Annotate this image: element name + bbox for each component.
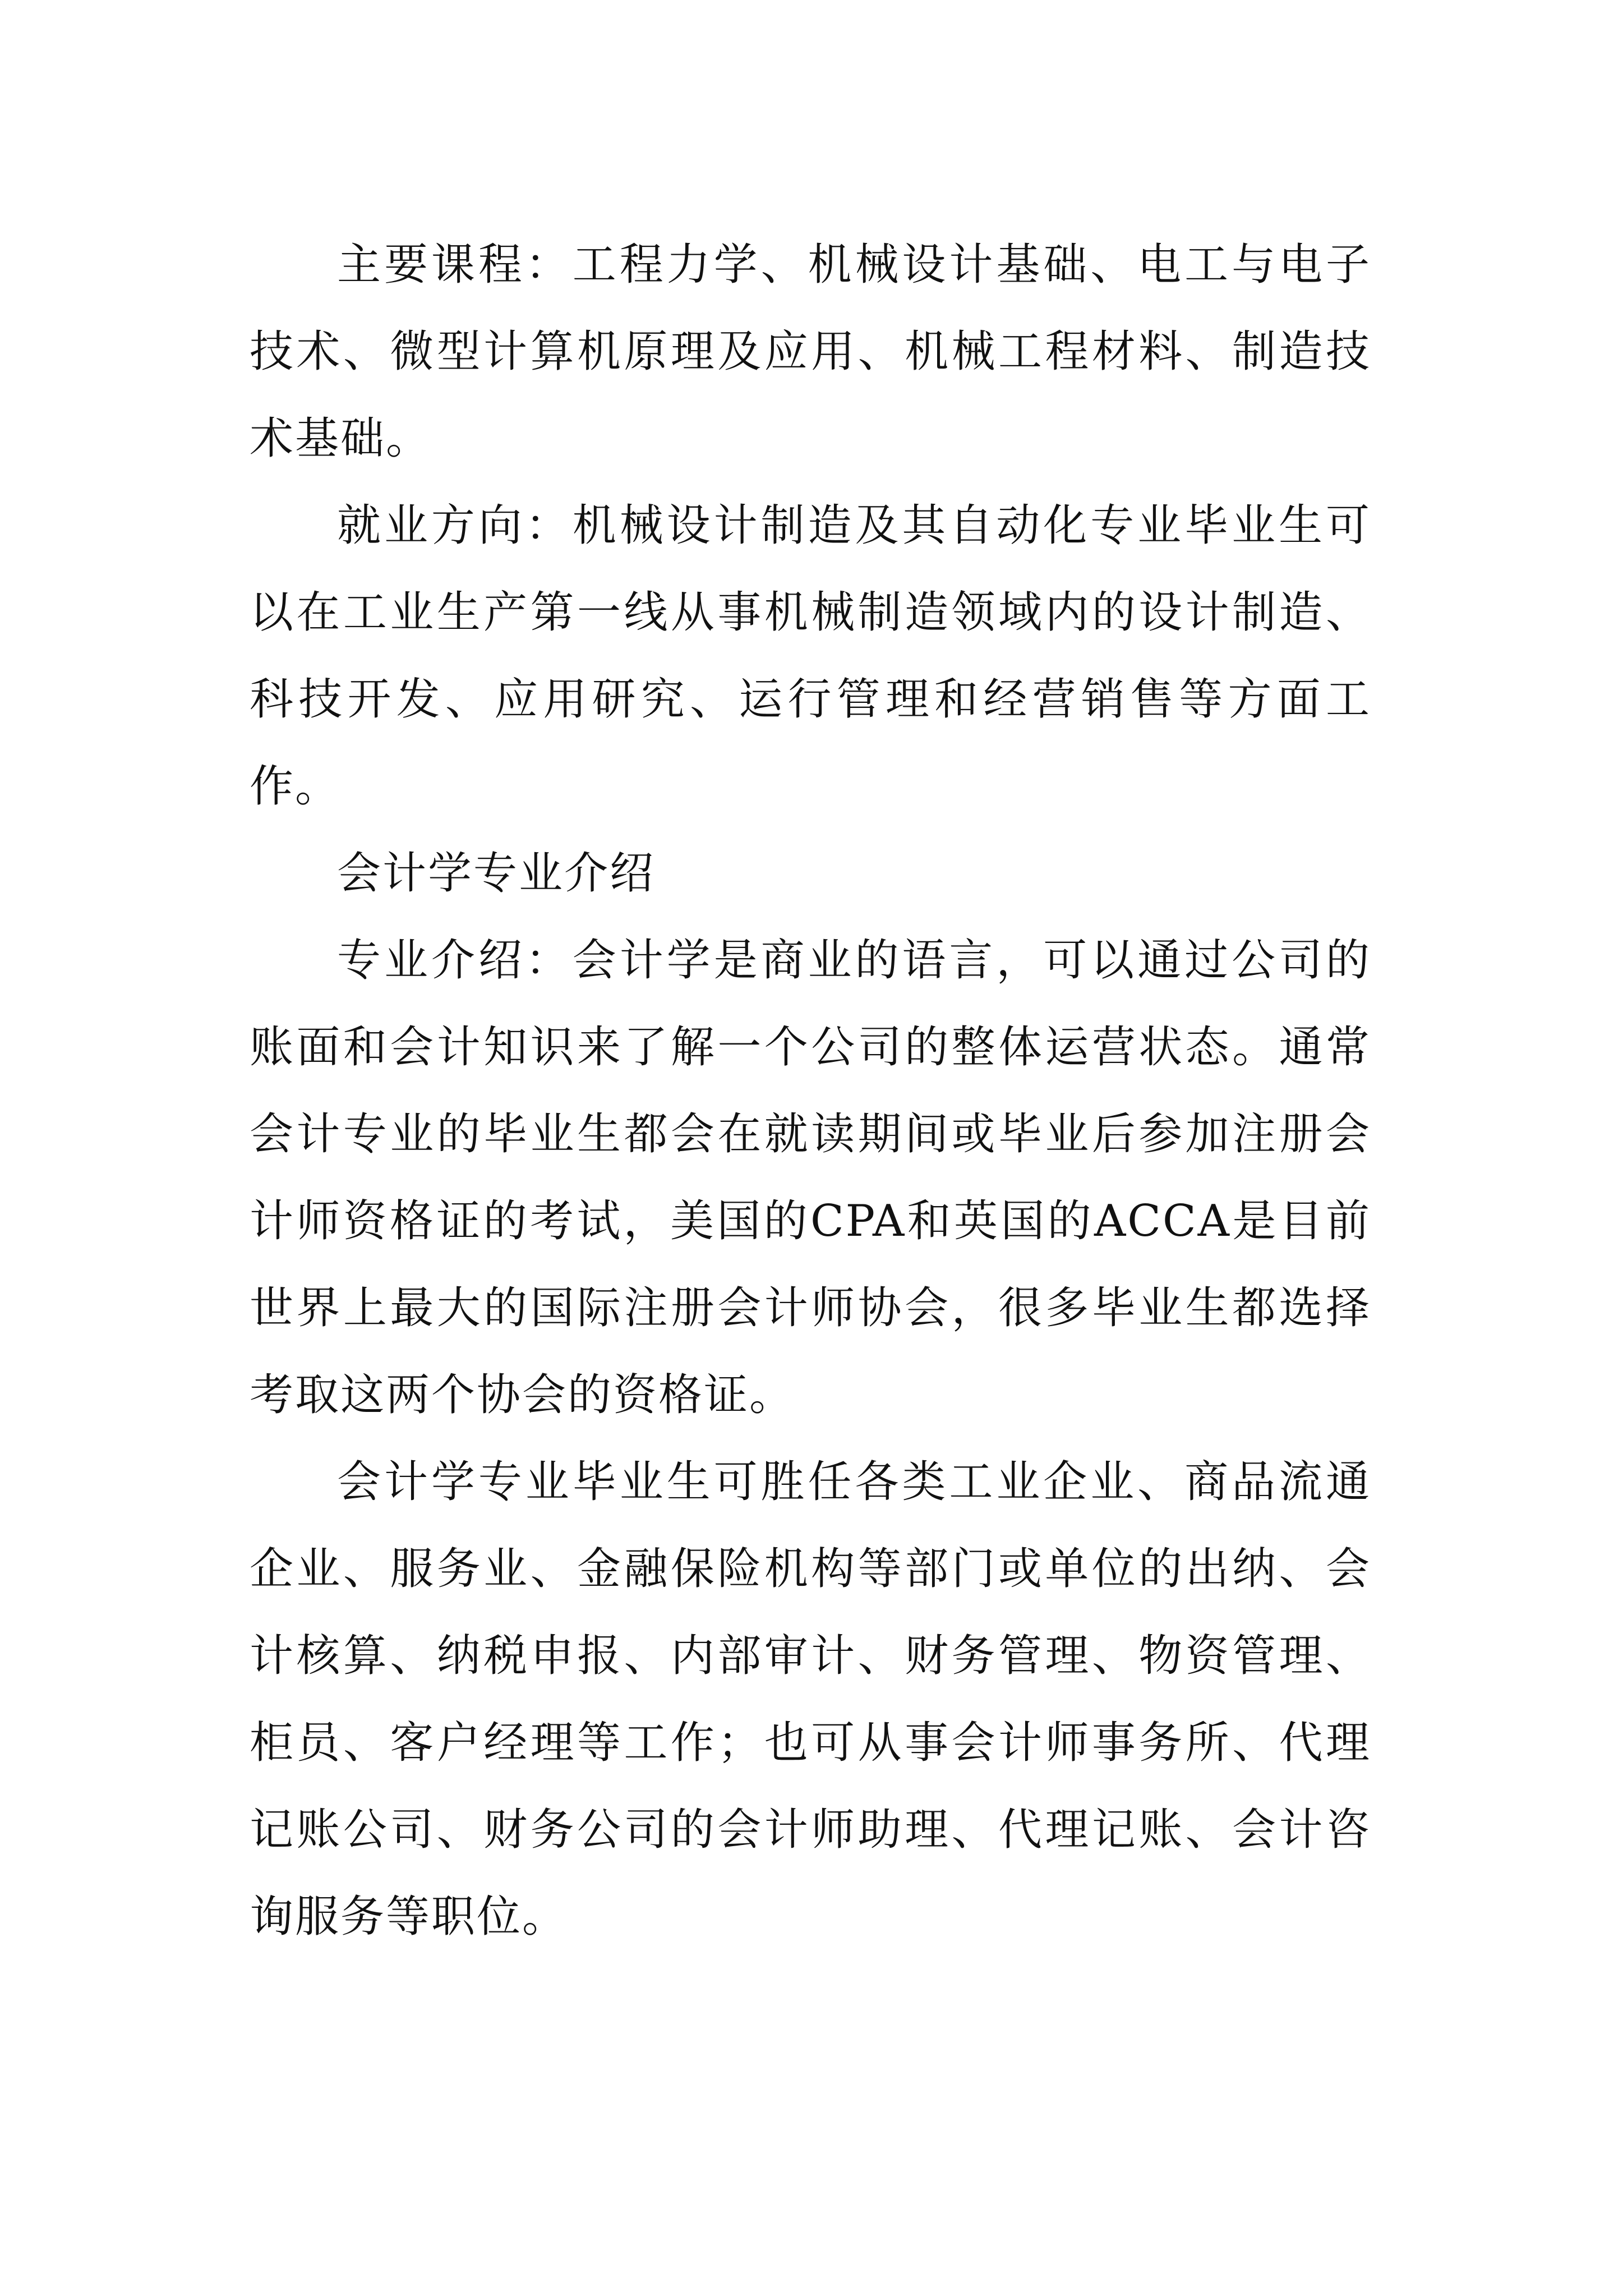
document-body (250, 222, 1371, 1961)
paragraph-main-courses: 主要课程：工程力学、机械设计基础、电工与电子技术、微型计算机原理及应用、机械工程材料、制造技术基础。 (250, 240, 1371, 464)
paragraph-accounting-intro: 专业介绍：会计学是商业的语言，可以通过公司的账面和会计知识来了解一个公司的整体运营状态。通常会计专业的毕业生都会在就读期间或毕业后参加注册会计师资格证的考试，美国的CPA和英国的ACCA是目前世界上最大的国际注册会计师协会，很多毕业生都选择考取这两个协会的资格证。 (250, 935, 1371, 1420)
section-heading-accounting: 会计学专业介绍 (337, 848, 656, 899)
paragraph-career-direction: 就业方向：机械设计制造及其自动化专业毕业生可以在工业生产第一线从事机械制造领域内的设计制造、科技开发、应用研究、运行管理和经营销售等方面工作。 (250, 500, 1371, 812)
paragraph-accounting-careers: 会计学专业毕业生可胜任各类工业企业、商品流通企业、服务业、金融保险机构等部门或单位的出纳、会计核算、纳税申报、内部审计、财务管理、物资管理、柜员、客户经理等工作；也可从事会计师事务所、代理记账公司、财务公司的会计师助理、代理记账、会计咨询服务等职位。 (250, 1457, 1371, 1942)
